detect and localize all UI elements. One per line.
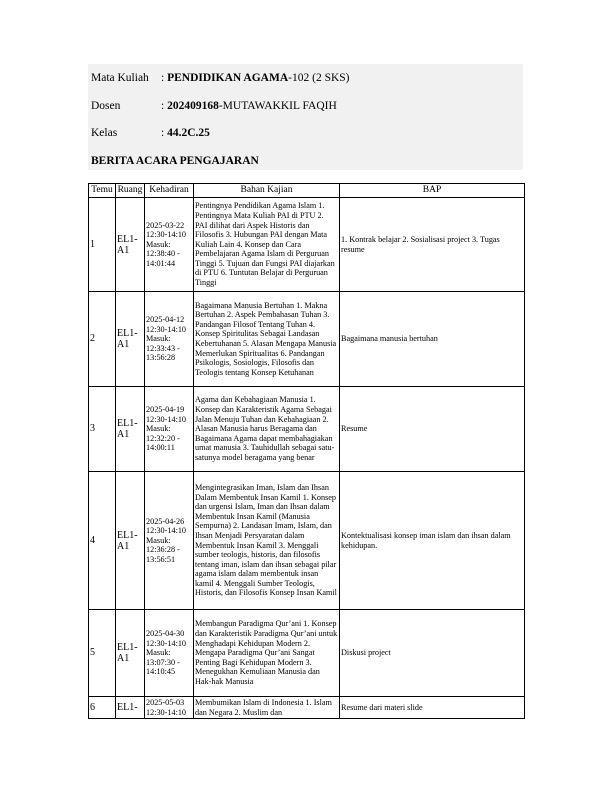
course-code: -102 (2 SKS) [288, 72, 350, 84]
study-material: Membumikan Islam di Indonesia 1. Islam dan Negara 2. Muslim dan [194, 697, 340, 719]
bap-notes: Resume [340, 387, 525, 472]
meeting-number: 5 [89, 610, 116, 697]
study-material: Membangun Paradigma Qur’ani 1. Konsep dan Karakteristik Paradigma Qur’ani untuk Menghadapi Kehidupan Modern 2. Mengapa Paradigma Qur’ani Sangat Penting Bagi Kehidupan Modern 3. Menegukhan Kemuliaan Manusia dan Hak-hak Manusia [194, 610, 340, 697]
attendance: 2025-03-22 12:30-14:10 Masuk: 12:38:40 - 14:01:44 [145, 198, 194, 292]
bap-notes: Bagaimana manusia bertuhan [340, 292, 525, 387]
col-bahan-kajian: Bahan Kajian [194, 184, 340, 198]
study-material: Bagaimana Manusia Bertuhan 1. Makna Bertuhan 2. Aspek Pembahasan Tuhan 3. Pandangan Filosof Tentang Tuhan 4. Konsep Spiritulitas Sebagai Landasan Kebertuhanan 5. Alasan Mengapa Manusia Memerlukan Spiritualitas 6. Pandangan Psikologis, Sosiologis, Filosofis dan Teologis tentang Konsep Ketuhanan [194, 292, 340, 387]
table-row [89, 387, 525, 472]
bap-notes: Diskusi project [340, 610, 525, 697]
meeting-number: 2 [89, 292, 116, 387]
room: EL1-A1 [116, 292, 145, 387]
room: EL1-A1 [116, 472, 145, 610]
study-material: Mengintegrasikan Iman, Islam dan Ihsan Dalam Membentuk Insan Kamil 1. Konsep dan urgensi Islam, Iman dan Ihsan dalam Membentuk Insan Kamil (Manusia Sempurna) 2. Landasan Imam, Islam, dan Ihsan Menjadi Persyaratan dalam Membentuk Insan Kamil 3. Menggali sumber teologis, historis, dan filosofis tentang iman, islam dan ihsan sebagai pilar agama islam dalam membentuk insan kamil 4. Menggali Sumber Teologis, Historis, dan Filosofis Konsep Insan Kamil [194, 472, 340, 610]
bap-notes: 1. Kontrak belajar 2. Sosialisasi project 3. Tugas resume [340, 198, 525, 292]
lecturer-nip: 202409168 [167, 100, 219, 112]
room: EL1-A1 [116, 198, 145, 292]
room: EL1- [116, 697, 145, 719]
page-title: BERITA ACARA PENGAJARAN [91, 155, 259, 167]
attendance: 2025-04-12 12:30-14:10 Masuk: 12:33:43 - 13:56:28 [145, 292, 194, 387]
room: EL1-A1 [116, 387, 145, 472]
meeting-number: 6 [89, 697, 116, 719]
table-row [89, 472, 525, 610]
class-code: 44.2C.25 [167, 127, 210, 139]
study-material: Pentingnya Pendidikan Agama Islam 1. Pentingnya Mata Kuliah PAI di PTU 2. PAI dilihat dari Aspek Historis dan Filosofis 3. Hubungan PAI dengan Mata Kuliah Lain 4. Konsep dan Cara Pembelajaran Agama Islam di Perguruan Tinggi 5. Tujuan dan Fungsi PAI diajarkan di PTU 6. Tuntutan Belajar di Perguruan Tinggi [194, 198, 340, 292]
study-material: Agama dan Kebahagiaan Manusia 1. Konsep dan Karakteristik Agama Sebagai Jalan Menuju Tuhan dan Kebahagiaan 2. Alasan Manusia harus Beragama dan Bagaimana Agama dapat membahagiakan umat manusia 3. Tauhidullah sebagai satu-satunya model beragama yang benar [194, 387, 340, 472]
meeting-number: 3 [89, 387, 116, 472]
table-row [89, 697, 525, 719]
bap-notes: Resume dari materi slide [340, 697, 525, 719]
class-label: Kelas [91, 127, 118, 139]
table-row [89, 198, 525, 292]
table-row [89, 292, 525, 387]
course-label: Mata Kuliah [91, 72, 149, 84]
attendance: 2025-04-26 12:30-14:10 Masuk: 12:36:28 - 13:56:51 [145, 472, 194, 610]
col-kehadiran: Kehadiran [145, 184, 194, 198]
col-ruang: Ruang [116, 184, 145, 198]
col-bap: BAP [340, 184, 525, 198]
table-header-row [89, 184, 525, 198]
meeting-number: 1 [89, 198, 116, 292]
attendance: 2025-04-30 12:30-14:10 Masuk: 13:07:30 - 14:10:45 [145, 610, 194, 697]
room: EL1-A1 [116, 610, 145, 697]
course-value: : PENDIDIKAN AGAMA-102 (2 SKS) [161, 72, 350, 84]
table-row [89, 610, 525, 697]
attendance: 2025-05-03 12:30-14:10 [145, 697, 194, 719]
course-name: PENDIDIKAN AGAMA [167, 72, 289, 84]
meeting-number: 4 [89, 472, 116, 610]
bap-notes: Kontektualisasi konsep iman islam dan ihsan dalam kehidupan. [340, 472, 525, 610]
lecturer-value: : 202409168-MUTAWAKKIL FAQIH [161, 100, 337, 112]
col-temu: Temu [89, 184, 116, 198]
attendance: 2025-04-19 12:30-14:10 Masuk: 12:32:20 - 14:00:11 [145, 387, 194, 472]
lecturer-label: Dosen [91, 100, 121, 112]
class-value: : 44.2C.25 [161, 127, 210, 139]
teaching-log-table [88, 183, 525, 719]
lecturer-name: -MUTAWAKKIL FAQIH [218, 100, 337, 112]
